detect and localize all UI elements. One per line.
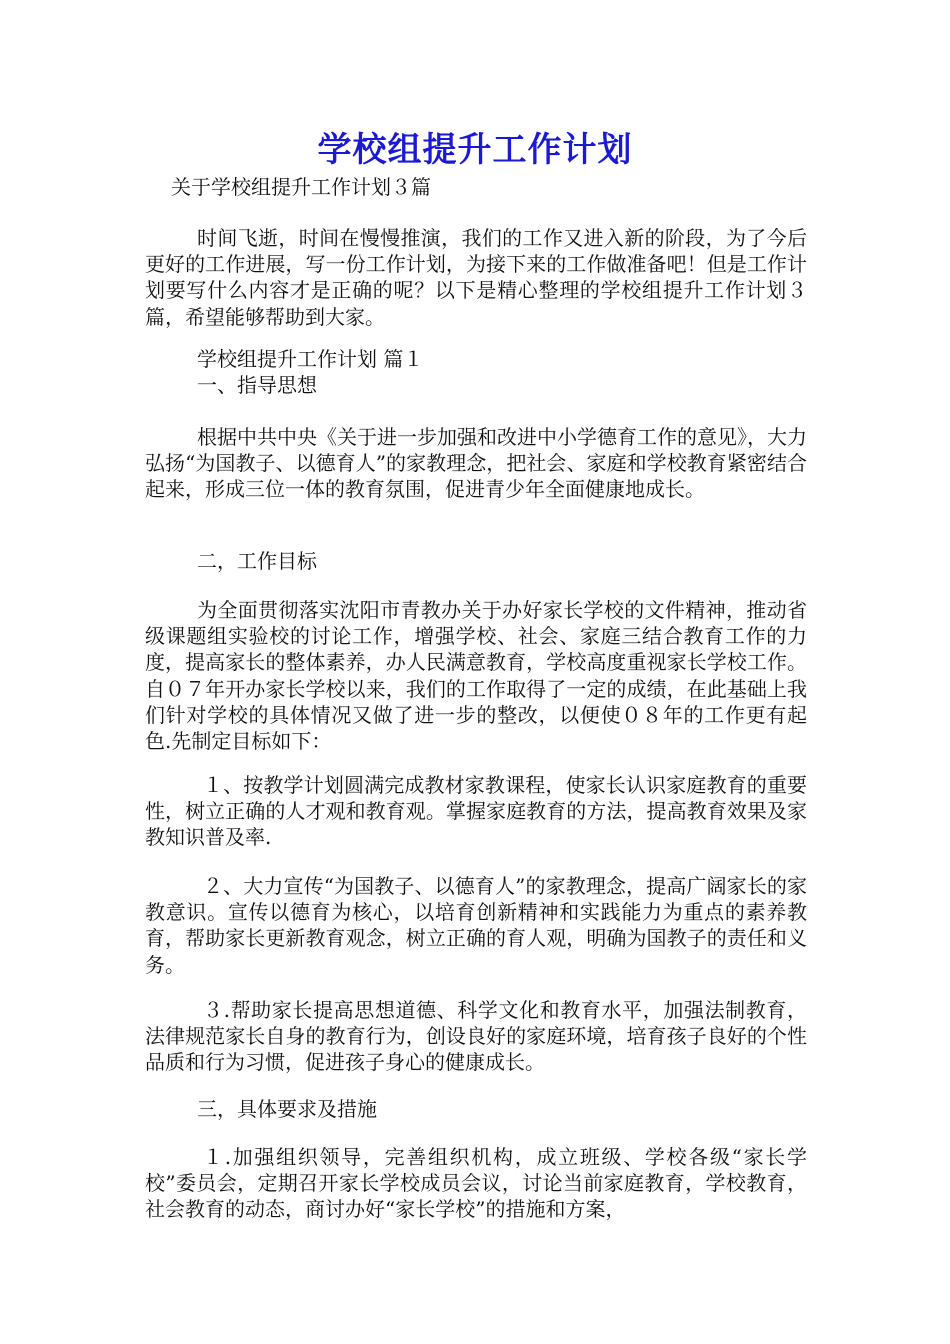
section-title: 学校组提升工作计划 篇１ [197,347,424,371]
paragraph-work-goals: 为全面贯彻落实沈阳市青教办关于办好家长学校的文件精神，推动省级课题组实验校的讨论工作，增强学校、社会、家庭三结合教育工作的力度，提高家长的整体素养，办人民满意教育，学校高度重视家长学校工作。自０７年开办家长学校以来，我们的工作取得了一定的成绩，在此基础上我们针对学校的具体情况又做了进一步的整改，以便使０８年的工作更有起色.先制定目标如下： [145,598,807,754]
measure-item-1: １.加强组织领导，完善组织机构，成立班级、学校各级“家长学校”委员会，定期召开家长学校成员会议，讨论当前家庭教育，学校教育，社会教育的动态，商讨办好“家长学校”的措施和方案， [145,1145,807,1222]
goal-item-2: ２、大力宣传“为国教子、以德育人”的家教理念，提高广阔家长的家教意识。宣传以德育为核心，以培育创新精神和实践能力为重点的素养教育，帮助家长更新教育观念，树立正确的育人观，明确为国教子的责任和义务。 [145,874,807,977]
heading-guiding-ideology: 一、指导思想 [197,373,317,397]
goal-item-3: ３.帮助家长提高思想道德、科学文化和教育水平，加强法制教育，法律规范家长自身的教育行为，创设良好的家庭环境，培育孩子良好的个性品质和行为习惯，促进孩子身心的健康成长。 [145,998,807,1075]
paragraph-guiding-ideology: 根据中共中央《关于进一步加强和改进中小学德育工作的意见》，大力弘扬“为国教子、以德育人”的家教理念，把社会、家庭和学校教育紧密结合起来，形成三位一体的教育氛围，促进青少年全面健康地成长。 [145,425,807,502]
document-title: 学校组提升工作计划 [317,130,633,170]
intro-paragraph: 时间飞逝，时间在慢慢推演，我们的工作又进入新的阶段，为了今后更好的工作进展，写一份工作计划，为接下来的工作做准备吧！但是工作计划要写什么内容才是正确的呢？以下是精心整理的学校组提升工作计划３篇，希望能够帮助到大家。 [145,226,807,329]
heading-requirements-measures: 三，具体要求及措施 [197,1097,377,1121]
goal-item-1: １、按教学计划圆满完成教材家教课程，使家长认识家庭教育的重要性，树立正确的人才观和教育观。掌握家庭教育的方法，提高教育效果及家教知识普及率. [145,773,807,850]
heading-work-goals: 二，工作目标 [197,549,317,573]
document-subtitle: 关于学校组提升工作计划３篇 [171,175,431,199]
